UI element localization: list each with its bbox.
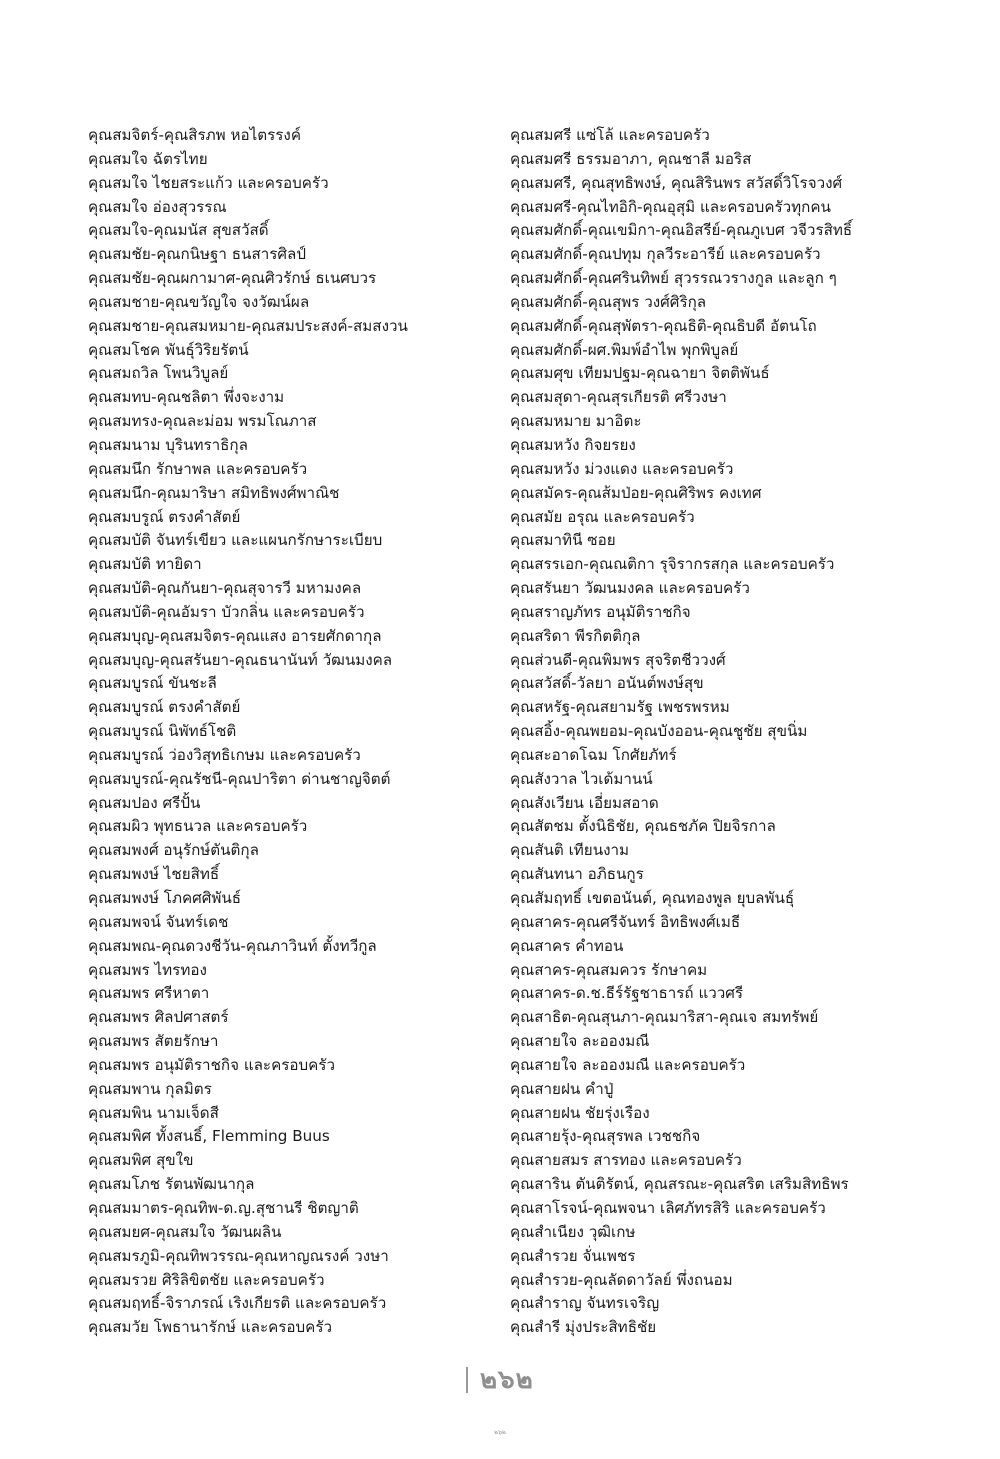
list-item: คุณสาคร คำทอน bbox=[510, 936, 624, 955]
list-item: คุณสมชัย-คุณกนิษฐา ธนสารศิลป์ bbox=[88, 245, 306, 264]
list-item: คุณสมทบ-คุณชลิตา พึ่งจะงาม bbox=[88, 388, 285, 407]
list-item: คุณสมสุดา-คุณสุรเกียรติ ศรีวงษา bbox=[510, 388, 727, 407]
list-item: คุณสมหวัง กิจยรยง bbox=[510, 435, 636, 454]
list-item: คุณสมยศ-คุณสมใจ วัฒนผลิน bbox=[88, 1222, 282, 1241]
list-item: คุณสมพงษ์ โภคศศิพันธ์ bbox=[88, 889, 242, 907]
list-item: คุณสมศักดิ์-คุณปทุม กุลวีระอารีย์ และครอบครัว bbox=[510, 245, 821, 264]
list-item: คุณสมศรี ธรรมอาภา, คุณชาลี มอริส bbox=[510, 149, 752, 168]
list-item: คุณสังเวียน เอี่ยมสอาด bbox=[510, 793, 659, 812]
list-item: คุณส่วนดี-คุณพิมพร สุจริตชีววงศ์ bbox=[510, 650, 726, 669]
list-item: คุณสราญภัทร อนุมัติราชกิจ bbox=[510, 602, 691, 621]
list-item: คุณสมถวิล โพนวิบูลย์ bbox=[88, 364, 229, 383]
list-item: คุณสวัสดิ์-วัลยา อนันต์พงษ์สุข bbox=[510, 674, 704, 693]
list-item: คุณสมปอง ศรีปั้น bbox=[88, 793, 201, 812]
list-item: คุณสัตชม ตั้งนิธิชัย, คุณธชภัค ปิยจิรกาล bbox=[510, 817, 776, 836]
list-item: คุณสมจิตร์-คุณสิรภพ หอไตรรงค์ bbox=[88, 126, 301, 144]
list-item: คุณสมพร ไทรทอง bbox=[88, 960, 207, 979]
list-item: คุณสาธิต-คุณสุนภา-คุณมาริสา-คุณเจ สมทรัพย์ bbox=[510, 1008, 819, 1027]
list-item: คุณสายใจ ละอองมณี bbox=[510, 1032, 650, 1051]
list-item: คุณสมนึก รักษาพล และครอบครัว bbox=[88, 459, 308, 478]
list-item: คุณสมพณ-คุณดวงชีวัน-คุณภาวินท์ ตั้งทวีกูล bbox=[88, 936, 377, 955]
list-item: คุณสัมฤทธิ์ เขตอนันต์, คุณทองพูล ยุบลพันธุ์ bbox=[510, 889, 795, 907]
list-item: คุณสาคร-ด.ช.ธีร์รัฐชาธารถ์ แววศรี bbox=[510, 984, 744, 1003]
list-item: คุณสมบุญ-คุณสรันยา-คุณธนานันท์ วัฒนมงคล bbox=[88, 650, 393, 669]
list-item: คุณสมศักดิ์-คุณสุพัตรา-คุณธิติ-คุณธิบดี อัตนโถ bbox=[510, 316, 817, 335]
list-item: คุณสายฝน ชัยรุ่งเรือง bbox=[510, 1103, 650, 1122]
list-item: คุณสมชาย-คุณสมหมาย-คุณสมประสงค์-สมสงวน bbox=[88, 316, 408, 335]
list-item: คุณสมพิศ ทั้งสนธิ์, Flemming Buus bbox=[88, 1127, 330, 1146]
list-item: คุณสมศักดิ์-ผศ.พิมพ์อำไพ พุกพิบูลย์ bbox=[510, 340, 739, 359]
list-item: คุณสมใจ ฉัตรไทย bbox=[88, 149, 208, 168]
list-item: คุณสมบูรณ์ ว่องวิสุทธิเกษม และครอบครัว bbox=[88, 745, 361, 764]
list-item: คุณสมรภูมิ-คุณทิพวรรณ-คุณหาญณรงค์ วงษา bbox=[88, 1246, 389, 1265]
list-item: คุณสมใจ-คุณมนัส สุขสวัสดิ์ bbox=[88, 221, 269, 240]
list-item: คุณสำรวย-คุณลัดดาวัลย์ พึ่งถนอม bbox=[510, 1270, 733, 1289]
list-item: คุณสมพร สัตยรักษา bbox=[88, 1032, 219, 1051]
list-item: คุณสมัย อรุณ และครอบครัว bbox=[510, 507, 695, 526]
list-item: คุณสมัคร-คุณส้มป่อย-คุณศิริพร คงเทศ bbox=[510, 483, 762, 502]
list-item: คุณสายรุ้ง-คุณสุรพล เวชชกิจ bbox=[510, 1127, 701, 1146]
list-item: คุณสมบัติ ทายิดา bbox=[88, 555, 202, 574]
list-item: คุณสมบูรณ์ ขันชะลี bbox=[88, 674, 217, 693]
list-item: คุณสันทนา อภิธนกูร bbox=[510, 865, 644, 884]
list-item: คุณสำรวย จั่นเพชร bbox=[510, 1246, 636, 1265]
list-item: คุณสมทรง-คุณละม่อม พรมโณภาส bbox=[88, 412, 317, 431]
list-item: คุณสมพิศ สุขใข bbox=[88, 1151, 194, 1170]
list-item: คุณสายใจ ละอองมณี และครอบครัว bbox=[510, 1055, 746, 1074]
list-item: คุณสมบูรณ์-คุณรัชนี-คุณปาริตา ด่านชาญจิตต์ bbox=[88, 769, 391, 788]
list-item: คุณสมพาน กุลมิตร bbox=[88, 1079, 212, 1098]
list-item: คุณสำรี มุ่งประสิทธิชัย bbox=[510, 1318, 657, 1337]
list-item: คุณสันติ เทียนงาม bbox=[510, 841, 630, 860]
list-item: คุณสมบุญ-คุณสมจิตร-คุณแสง อารยศักดากุล bbox=[88, 626, 382, 645]
list-item: คุณสมวัย โพธานารักษ์ และครอบครัว bbox=[88, 1318, 333, 1337]
list-item: คุณสมพิน นามเจ็ดสี bbox=[88, 1103, 219, 1122]
page-footer bbox=[466, 1365, 534, 1395]
list-item: คุณสมพงษ์ ไชยสิทธิ์ bbox=[88, 865, 220, 884]
list-item: คุณสมใจ ไชยสระแก้ว และครอบครัว bbox=[88, 173, 329, 192]
list-item: คุณสอิ้ง-คุณพยอม-คุณบังออน-คุณชูชัย สุขนิ่ม bbox=[510, 722, 808, 741]
list-item: คุณสมศักดิ์-คุณศรินทิพย์ สุวรรณวรางกูล และลูก ๆ bbox=[510, 269, 837, 288]
list-item: คุณสมศักดิ์-คุณสุพร วงศ์ศิริกุล bbox=[510, 292, 707, 311]
list-item: คุณสาริน ตันติรัตน์, คุณสรณะ-คุณสริต เสริมสิทธิพร bbox=[510, 1175, 849, 1194]
list-item: คุณสมศักดิ์-คุณเขมิกา-คุณอิสรีย์-คุณภูเบศ วจีวรสิทธิ์ bbox=[510, 221, 853, 240]
list-item: คุณสมชัย-คุณผกามาศ-คุณศิวรักษ์ ธเนศบวร bbox=[88, 269, 377, 288]
list-item: คุณสมศรี-คุณไทอิกิ-คุณอุสุมิ และครอบครัวทุกคน bbox=[510, 197, 831, 216]
list-item: คุณสายสมร สารทอง และครอบครัว bbox=[510, 1151, 742, 1170]
list-item: คุณสมใจ อ่องสุวรรณ bbox=[88, 197, 227, 216]
list-item: คุณสำราญ จันทรเจริญ bbox=[510, 1294, 660, 1313]
small-page-number: ๒๖๒ bbox=[494, 1429, 506, 1436]
list-item: คุณสมชาย-คุณขวัญใจ จงวัฒน์ผล bbox=[88, 292, 310, 311]
list-item: คุณสมหวัง ม่วงแดง และครอบครัว bbox=[510, 459, 734, 478]
list-item: คุณสายฝน คำปู่ bbox=[510, 1079, 614, 1098]
list-item: คุณสมาทินี ซอย bbox=[510, 531, 616, 550]
list-item: คุณสมศรี แซ่โล้ และครอบครัว bbox=[510, 126, 710, 144]
list-item: คุณสมพงศ์ อนุรักษ์ตันติกุล bbox=[88, 841, 259, 860]
list-item: คุณสมบรูณ์ ตรงคำสัตย์ bbox=[88, 507, 241, 526]
list-item: คุณสมบูรณ์ นิพัทธ์โชติ bbox=[88, 722, 237, 741]
list-item: คุณสริดา พีรกิตติกุล bbox=[510, 626, 641, 645]
list-item: คุณสมศรี, คุณสุทธิพงษ์, คุณสิรินพร สวัสดิ์วิโรจวงศ์ bbox=[510, 173, 843, 192]
list-item: คุณสมนึก-คุณมาริษา สมิทธิพงศ์พาณิช bbox=[88, 483, 340, 502]
list-item: คุณสมผิว พุทธนวล และครอบครัว bbox=[88, 817, 308, 836]
name-list-right bbox=[510, 124, 930, 1340]
list-item: คุณสำเนียง วุฒิเกษ bbox=[510, 1222, 636, 1241]
list-item: คุณสะอาดโฉม โกศัยภัทร์ bbox=[510, 745, 677, 764]
list-item: คุณสมบูรณ์ ตรงคำสัตย์ bbox=[88, 698, 241, 717]
list-item: คุณสมโภช รัตนพัฒนากุล bbox=[88, 1175, 255, 1194]
list-item: คุณสมนาม บุรินทราธิกุล bbox=[88, 435, 248, 454]
list-item: คุณสมโชค พันธุ์วิริยรัตน์ bbox=[88, 340, 249, 359]
list-item: คุณสหรัฐ-คุณสยามรัฐ เพชรพรหม bbox=[510, 698, 730, 717]
list-item: คุณสรรเอก-คุณณติกา รุจิรากรสกุล และครอบครัว bbox=[510, 555, 835, 574]
list-item: คุณสมพร อนุมัติราชกิจ และครอบครัว bbox=[88, 1055, 335, 1074]
list-item: คุณสังวาล ไวเด้มานน์ bbox=[510, 769, 653, 788]
list-item: คุณสาคร-คุณศรีจันทร์ อิทธิพงศ์เมธี bbox=[510, 912, 741, 931]
list-item: คุณสมพร ศิลปศาสตร์ bbox=[88, 1008, 229, 1027]
list-item: คุณสมหมาย มาอิตะ bbox=[510, 412, 642, 431]
name-list-left bbox=[88, 124, 488, 1340]
list-item: คุณสาโรจน์-คุณพจนา เลิศภัทรสิริ และครอบครัว bbox=[510, 1198, 826, 1217]
list-item: คุณสมบัติ-คุณกันยา-คุณสุจารวี มหามงคล bbox=[88, 579, 362, 598]
list-item: คุณสมรวย ศิริลิขิตชัย และครอบครัว bbox=[88, 1270, 325, 1289]
list-item: คุณสมบัติ จันทร์เขียว และแผนกรักษาระเบียบ bbox=[88, 531, 383, 550]
list-item: คุณสมพร ศรีหาตา bbox=[88, 984, 210, 1003]
footer-divider bbox=[466, 1367, 468, 1393]
list-item: คุณสมฤทธิ์-จิราภรณ์ เริงเกียรติ และครอบครัว bbox=[88, 1294, 387, 1313]
list-item: คุณสาคร-คุณสมควร รักษาคม bbox=[510, 960, 708, 979]
list-item: คุณสรันยา วัฒนมงคล และครอบครัว bbox=[510, 579, 750, 598]
list-item: คุณสมพจน์ จันทร์เดช bbox=[88, 912, 229, 931]
page-number: ๒๖๒ bbox=[480, 1365, 534, 1395]
list-item: คุณสมศุข เทียมปฐม-คุณฉายา จิตติพันธ์ bbox=[510, 364, 770, 383]
list-item: คุณสมบัติ-คุณอัมรา บัวกลิ่น และครอบครัว bbox=[88, 602, 365, 621]
list-item: คุณสมมาตร-คุณทิพ-ด.ญ.สุชานรี ชิตญาติ bbox=[88, 1198, 359, 1217]
